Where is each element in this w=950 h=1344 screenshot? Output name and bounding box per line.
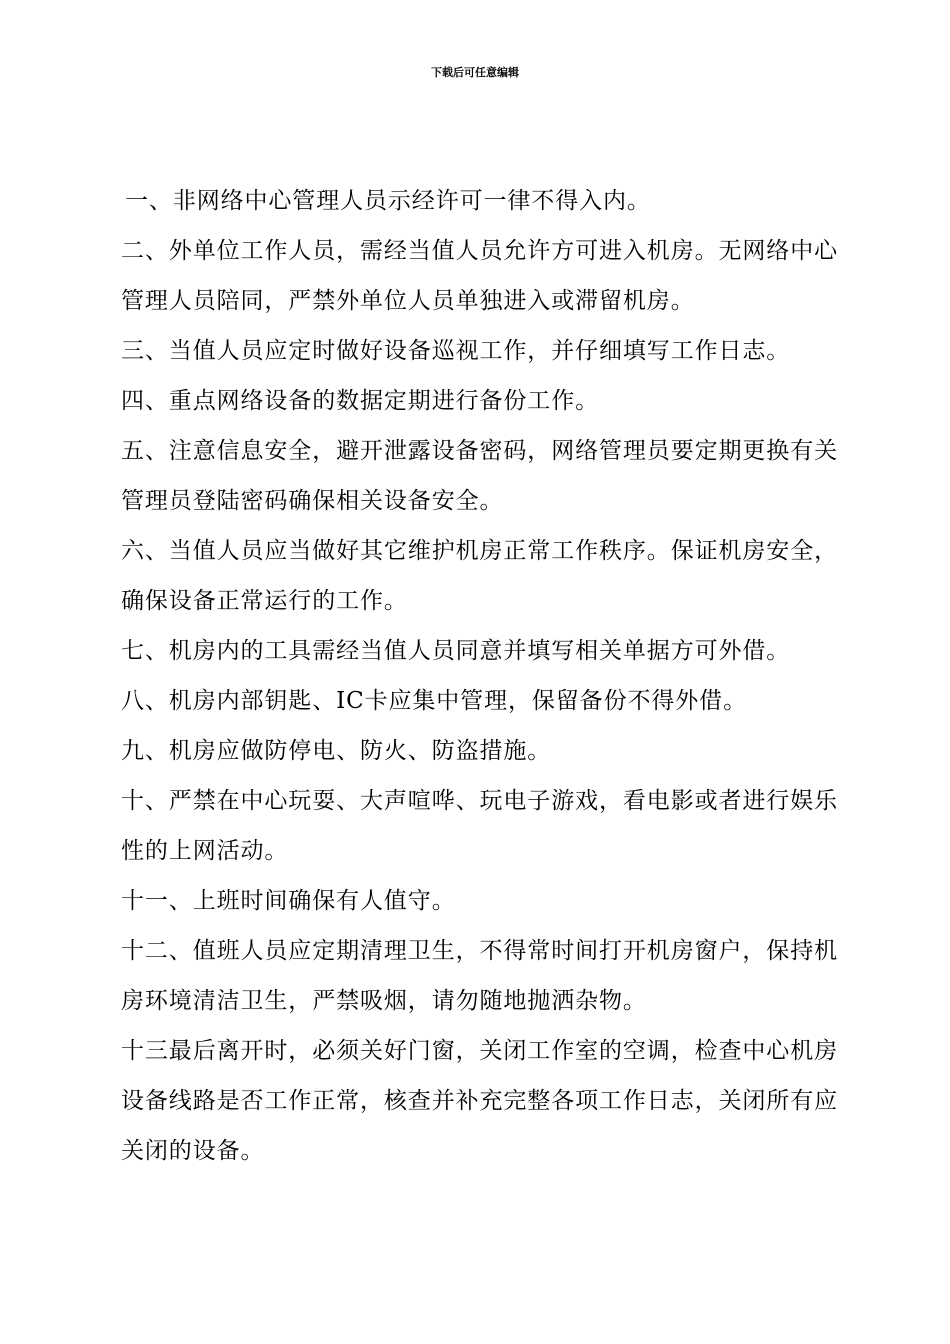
rule-item: 六、当值人员应当做好其它维护机房正常工作秩序。保证机房安全，确保设备正常运行的工作。	[121, 538, 838, 614]
rule-item: 十二、值班人员应定期清理卫生，不得常时间打开机房窗户，保持机房环境清洁卫生，严禁吸烟，请勿随地抛洒杂物。	[121, 938, 838, 1014]
rules-list	[121, 176, 850, 1176]
rule-item: 十、严禁在中心玩耍、大声喧哗、玩电子游戏，看电影或者进行娱乐性的上网活动。	[121, 788, 838, 864]
rule-item: 三、当值人员应定时做好设备巡视工作，并仔细填写工作日志。	[121, 338, 791, 364]
page-header: 下载后可任意编辑	[431, 66, 519, 79]
rule-item: 四、重点网络设备的数据定期进行备份工作。	[121, 388, 599, 414]
rule-item: 二、外单位工作人员，需经当值人员允许方可进入机房。无网络中心管理人员陪同，严禁外单位人员单独进入或滞留机房。	[121, 238, 838, 314]
rule-item: 五、注意信息安全，避开泄露设备密码，网络管理员要定期更换有关管理员登陆密码确保相关设备安全。	[121, 438, 838, 514]
rule-item: 八、机房内部钥匙、IC卡应集中管理，保留备份不得外借。	[121, 688, 747, 714]
rule-item: 十一、上班时间确保有人值守。	[121, 888, 456, 914]
rule-item: 七、机房内的工具需经当值人员同意并填写相关单据方可外借。	[121, 638, 791, 664]
rule-item: 九、机房应做防停电、防火、防盗措施。	[121, 738, 552, 764]
rule-item: 十三最后离开时，必须关好门窗，关闭工作室的空调，检查中心机房设备线路是否工作正常，核查并补充完整各项工作日志，关闭所有应关闭的设备。	[121, 1038, 838, 1164]
rule-item: 一、非网络中心管理人员示经许可一律不得入内。	[125, 188, 651, 214]
